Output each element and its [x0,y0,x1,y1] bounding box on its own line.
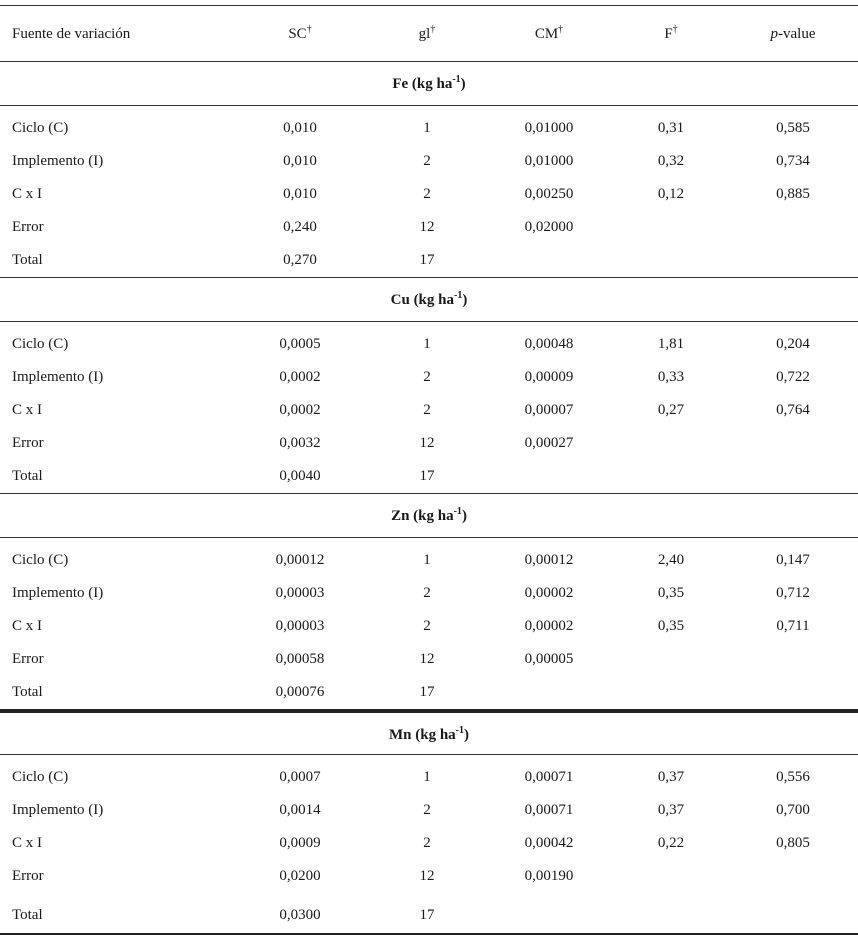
source-cell: Implemento (I) [12,369,104,385]
header-cm: CM† [534,24,564,42]
table-row: Ciclo (C) 0,0007 1 0,00071 0,37 0,556 [0,761,858,794]
section-title: Zn (kg $ha^{-1}$) [0,494,858,538]
table-row: Implemento (I) 0,010 2 0,01000 0,32 0,734 [0,145,858,178]
header-gl: gl† [418,24,436,42]
source-cell: Total [12,684,43,700]
table-row: C x I 0,010 2 0,00250 0,12 0,885 [0,178,858,211]
source-cell: C x I [12,835,42,851]
source-cell: Ciclo (C) [12,552,69,568]
source-cell: Implemento (I) [12,153,104,169]
source-cell: Implemento (I) [12,802,104,818]
source-cell: Ciclo (C) [12,769,69,785]
section-title: Mn (kg $ha^{-1}$) [0,711,858,755]
source-cell: C x I [12,402,42,418]
table-row: Implemento (I) 0,00003 2 0,00002 0,35 0,712 [0,577,858,610]
source-cell: Ciclo (C) [12,120,69,136]
table-row: C x I 0,0002 2 0,00007 0,27 0,764 [0,394,858,427]
header-sc: SC† [288,24,312,42]
table-row: Implemento (I) 0,0014 2 0,00071 0,37 0,700 [0,794,858,827]
header-p-value: p-value [770,26,816,42]
source-cell: Error [12,435,44,451]
source-cell: C x I [12,186,42,202]
table-row: Total 0,0300 17 [0,893,858,935]
source-cell: Error [12,868,44,884]
table-row: Total 0,0040 17 [0,460,858,494]
table-row: Error 0,240 12 0,02000 [0,211,858,244]
table-row: Ciclo (C) 0,00012 1 0,00012 2,40 0,147 [0,544,858,577]
table-row: C x I 0,00003 2 0,00002 0,35 0,711 [0,610,858,643]
table-body [0,62,858,935]
header-f: F† [664,24,678,42]
table-row: C x I 0,0009 2 0,00042 0,22 0,805 [0,827,858,860]
source-cell: Total [12,252,43,268]
header-fuente: Fuente de variación [12,26,131,42]
source-cell: Error [12,219,44,235]
source-cell: Error [12,651,44,667]
source-cell: Implemento (I) [12,585,104,601]
section-title: Fe (kg $ha^{-1}$) [0,62,858,106]
table-row: Total 0,270 17 [0,244,858,278]
source-cell: C x I [12,618,42,634]
source-cell: Total [12,907,43,923]
table-row: Error 0,0200 12 0,00190 [0,860,858,893]
table-row: Ciclo (C) 0,0005 1 0,00048 1,81 0,204 [0,328,858,361]
table-row: Error 0,0032 12 0,00027 [0,427,858,460]
source-cell: Ciclo (C) [12,336,69,352]
table-row: Implemento (I) 0,0002 2 0,00009 0,33 0,722 [0,361,858,394]
source-cell: Total [12,468,43,484]
table-header [0,5,858,62]
table-row: Error 0,00058 12 0,00005 [0,643,858,676]
section-title: Cu (kg $ha^{-1}$) [0,278,858,322]
table-row: Ciclo (C) 0,010 1 0,01000 0,31 0,585 [0,112,858,145]
table-row: Total 0,00076 17 [0,676,858,711]
